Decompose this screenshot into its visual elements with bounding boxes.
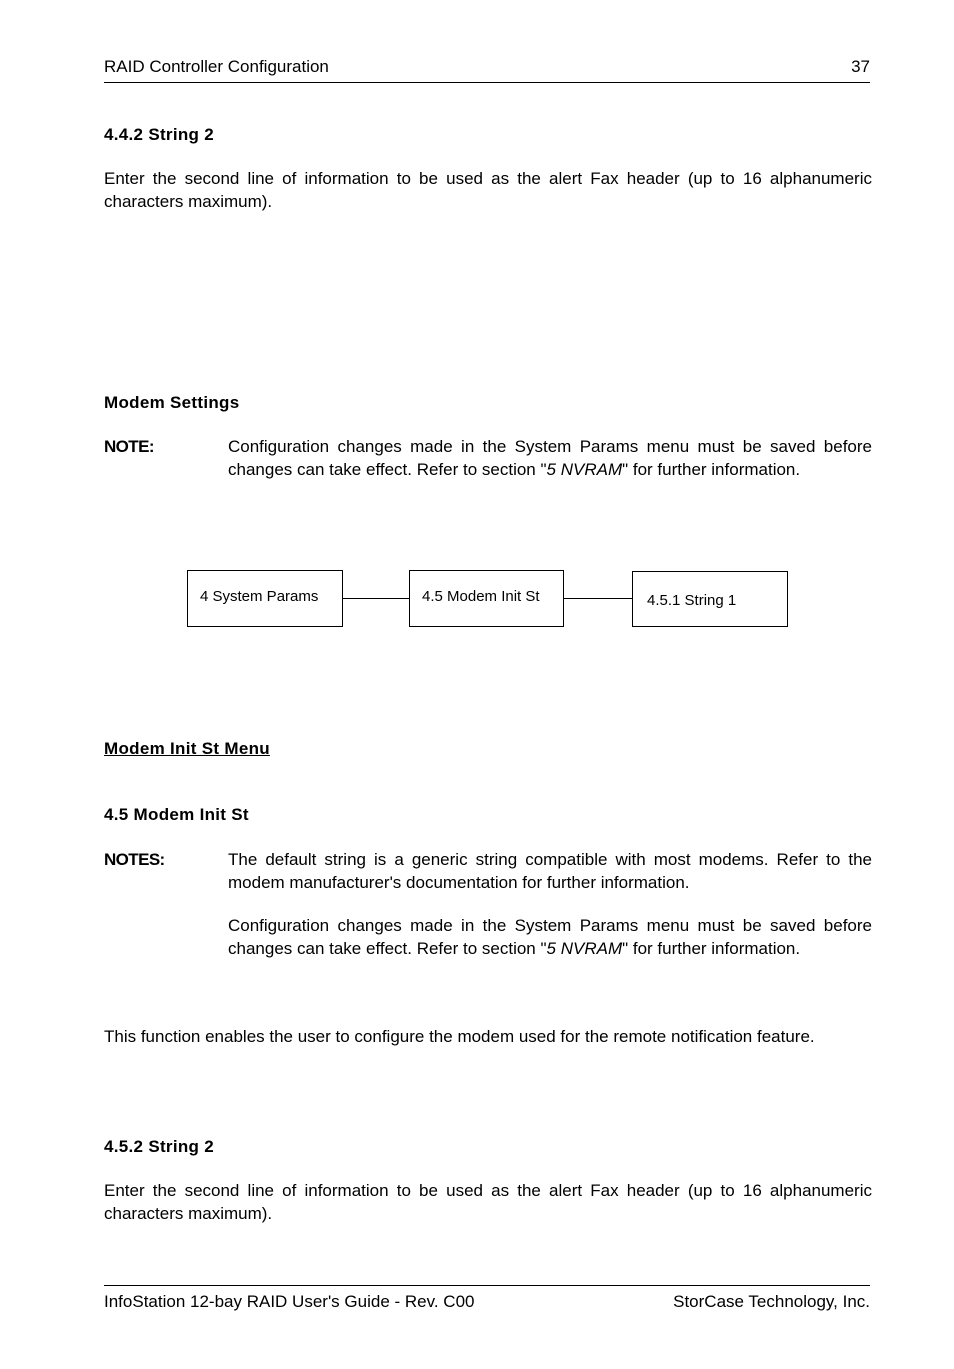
diagram-connector (564, 598, 632, 599)
footer-left: InfoStation 12-bay RAID User's Guide - Rev. C00 (104, 1292, 475, 1311)
note-label: NOTE: (104, 437, 154, 456)
diagram-connector (343, 598, 409, 599)
notes-section-reference: 5 NVRAM (546, 938, 623, 958)
note-text (228, 436, 872, 481)
section-heading-4-4-2: 4.4.2 String 2 (104, 125, 215, 144)
section-body-4-5-2: Enter the second line of information to be used as the alert Fax header (up to 16 alphanumeric characters maximum). (104, 1181, 872, 1223)
note-text-part-1: Configuration changes made in the System Params menu must be saved before changes can take effect. Refer to section " (228, 437, 872, 479)
diagram-box-string-1 (632, 571, 788, 627)
diagram-box-modem-init-st (409, 570, 564, 627)
section-body-4-4-2: Enter the second line of information to be used as the alert Fax header (up to 16 alphanumeric characters maximum). (104, 169, 872, 211)
notes-item-2-part-1: Configuration changes made in the System Params menu must be saved before changes can take effect. Refer to section " (228, 916, 872, 958)
running-header-title: RAID Controller Configuration (104, 57, 329, 76)
footer-rule (104, 1285, 870, 1286)
header-rule (104, 82, 870, 83)
note-text-part-2: " for further information. (622, 459, 801, 479)
diagram-box-modem-init-st-label: 4.5 Modem Init St (422, 588, 540, 605)
diagram-box-system-params (187, 570, 343, 627)
menu-heading: Modem Init St Menu (104, 739, 270, 758)
page-number: 37 (851, 57, 870, 76)
diagram-box-string-1-label: 4.5.1 String 1 (647, 592, 737, 609)
notes-item-1: The default string is a generic string compatible with most modems. Refer to the modem manufacturer's documentation for further information. (228, 850, 872, 892)
notes-item-2 (228, 915, 872, 960)
modem-settings-heading: Modem Settings (104, 393, 240, 412)
diagram-box-system-params-label: 4 System Params (200, 588, 319, 605)
note-section-reference: 5 NVRAM (546, 459, 623, 479)
section-heading-4-5-2: 4.5.2 String 2 (104, 1137, 215, 1156)
notes-item-2-part-2: " for further information. (622, 938, 801, 958)
footer-right: StorCase Technology, Inc. (673, 1292, 870, 1311)
notes-label: NOTES: (104, 850, 165, 869)
section-heading-4-5: 4.5 Modem Init St (104, 805, 249, 824)
function-description: This function enables the user to configure the modem used for the remote notification feature. (104, 1027, 815, 1046)
